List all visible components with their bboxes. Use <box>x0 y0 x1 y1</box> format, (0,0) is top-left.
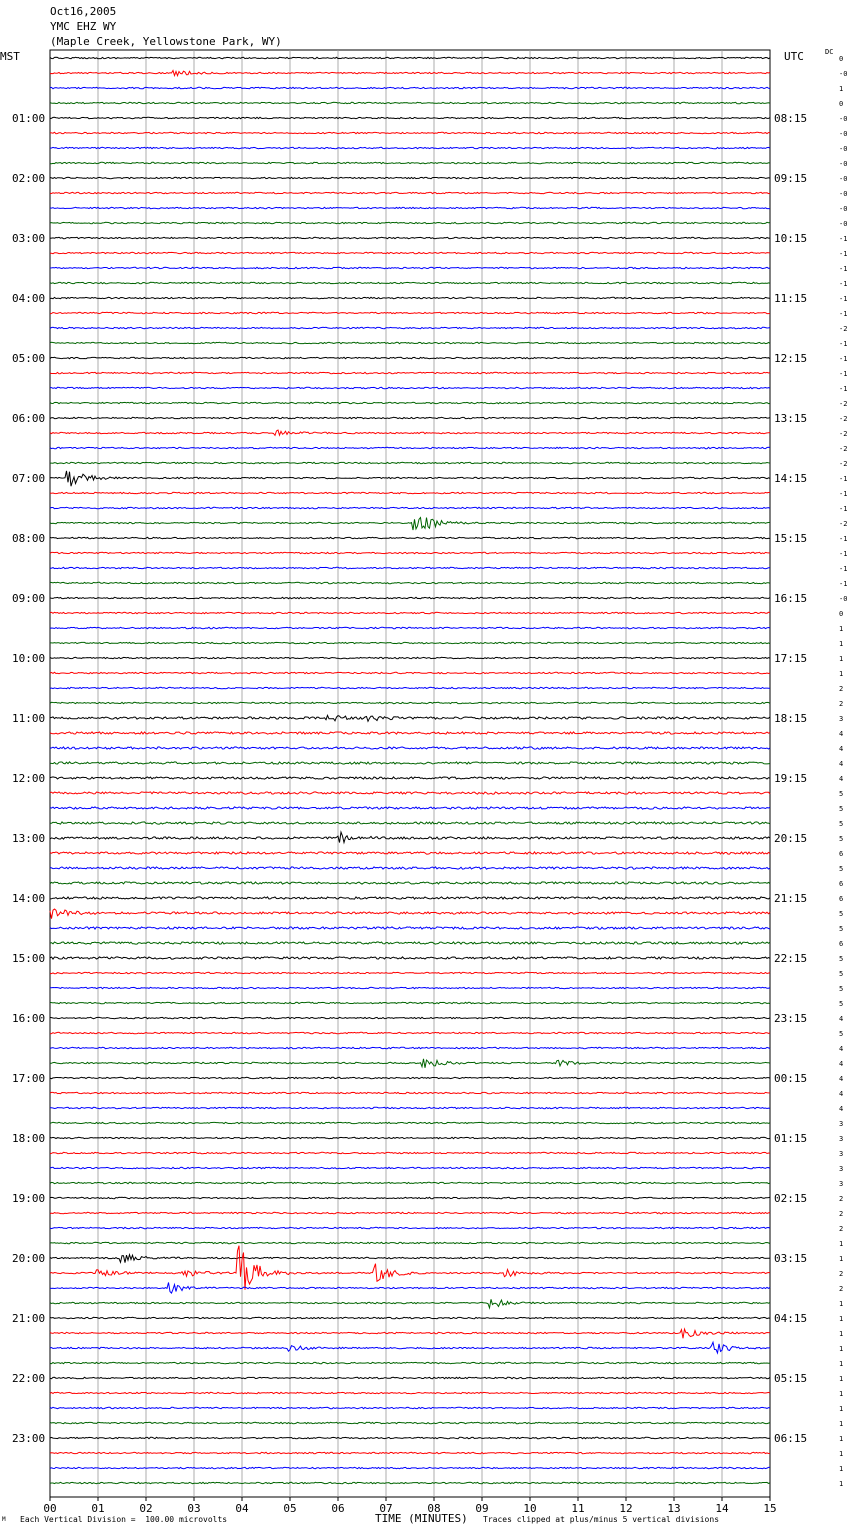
utc-hour-label: 16:15 <box>774 592 808 605</box>
dc-offset-label: 1 <box>839 1330 844 1338</box>
x-tick-label: 01 <box>91 1502 105 1515</box>
trace-line <box>50 1246 770 1290</box>
dc-offset-label: -0 <box>839 160 848 168</box>
trace-line <box>50 312 770 313</box>
utc-hour-label: 11:15 <box>774 292 808 305</box>
dc-offset-label: 5 <box>839 865 844 873</box>
utc-hour-label: 13:15 <box>774 412 808 425</box>
dc-offset-label: 5 <box>839 1000 844 1008</box>
dc-offset-label: 3 <box>839 1120 844 1128</box>
trace-line <box>50 57 770 58</box>
dc-offset-label: 2 <box>839 1285 844 1293</box>
trace-line <box>50 1122 770 1123</box>
dc-offset-label: -1 <box>839 370 848 378</box>
trace-line <box>50 1047 770 1048</box>
dc-offset-label: 4 <box>839 1015 844 1023</box>
mst-hour-label: 20:00 <box>12 1252 46 1265</box>
dc-offset-label: -1 <box>839 565 848 573</box>
dc-offset-label: -2 <box>839 445 848 453</box>
dc-offset-label: 1 <box>839 1375 844 1383</box>
trace-line <box>50 582 770 583</box>
trace-line <box>50 1283 770 1294</box>
trace-line <box>50 1377 770 1378</box>
mst-hour-label: 19:00 <box>12 1192 46 1205</box>
dc-offset-label: 3 <box>839 1150 844 1158</box>
station-code: YMC EHZ WY <box>50 20 117 33</box>
dc-offset-label: -0 <box>839 115 848 123</box>
trace-line <box>50 747 770 749</box>
mst-hour-label: 09:00 <box>12 592 46 605</box>
x-tick-label: 12 <box>619 1502 633 1515</box>
dc-offset-label: -1 <box>839 385 848 393</box>
dc-offset-label: 0 <box>839 610 844 618</box>
trace-line <box>50 627 770 628</box>
x-tick-label: 09 <box>475 1502 489 1515</box>
trace-line <box>50 1437 770 1438</box>
utc-hour-label: 02:15 <box>774 1192 808 1205</box>
dc-offset-label: -0 <box>839 205 848 213</box>
trace-line <box>50 402 770 403</box>
trace-line <box>50 1392 770 1393</box>
trace-line <box>50 387 770 388</box>
utc-hour-label: 23:15 <box>774 1012 808 1025</box>
dc-offset-label: 5 <box>839 955 844 963</box>
mst-hour-label: 04:00 <box>12 292 46 305</box>
trace-line <box>50 597 770 598</box>
trace-line <box>50 702 770 703</box>
dc-offset-label: 3 <box>839 1165 844 1173</box>
trace-line <box>50 852 770 854</box>
dc-offset-label: 5 <box>839 970 844 978</box>
dc-offset-label: -0 <box>839 130 848 138</box>
trace-line <box>50 1152 770 1153</box>
trace-line <box>50 987 770 988</box>
trace-line <box>50 1329 770 1338</box>
dc-offset-label: -0 <box>839 70 848 78</box>
dc-offset-label: 5 <box>839 985 844 993</box>
trace-line <box>50 777 770 779</box>
dc-offset-label: 6 <box>839 880 844 888</box>
trace-line <box>50 567 770 568</box>
trace-line <box>50 192 770 193</box>
dc-offset-label: -2 <box>839 400 848 408</box>
dc-offset-label: -1 <box>839 550 848 558</box>
trace-line <box>50 1299 770 1308</box>
trace-line <box>50 132 770 133</box>
mst-hour-label: 13:00 <box>12 832 46 845</box>
dc-offset-label: 4 <box>839 1105 844 1113</box>
trace-line <box>50 252 770 253</box>
dc-offset-label: 1 <box>839 1360 844 1368</box>
trace-line <box>50 102 770 103</box>
dc-offset-label: 2 <box>839 685 844 693</box>
trace-line <box>50 715 770 721</box>
utc-hour-label: 20:15 <box>774 832 808 845</box>
dc-offset-label: 4 <box>839 1090 844 1098</box>
x-tick-label: 15 <box>763 1502 777 1515</box>
dc-offset-label: 6 <box>839 940 844 948</box>
dc-offset-label: 6 <box>839 895 844 903</box>
dc-offset-label: -1 <box>839 250 848 258</box>
utc-hour-label: 08:15 <box>774 112 808 125</box>
utc-hour-label: 21:15 <box>774 892 808 905</box>
dc-offset-label: -1 <box>839 490 848 498</box>
mst-hour-label: 03:00 <box>12 232 46 245</box>
trace-line <box>50 87 770 88</box>
mst-hour-label: 08:00 <box>12 532 46 545</box>
trace-line <box>50 282 770 283</box>
trace-line <box>50 612 770 613</box>
mst-hour-label: 18:00 <box>12 1132 46 1145</box>
mst-hour-label: 14:00 <box>12 892 46 905</box>
trace-line <box>50 1242 770 1243</box>
dc-offset-label: 1 <box>839 640 844 648</box>
trace-line <box>50 1422 770 1423</box>
trace-line <box>50 207 770 208</box>
trace-line <box>50 372 770 373</box>
dc-offset-label: 5 <box>839 835 844 843</box>
dc-offset-label: 1 <box>839 670 844 678</box>
dc-offset-label: 1 <box>839 1240 844 1248</box>
dc-offset-label: 1 <box>839 1465 844 1473</box>
trace-line <box>50 162 770 163</box>
trace-line <box>50 822 770 824</box>
dc-offset-label: -0 <box>839 190 848 198</box>
dc-offset-label: 4 <box>839 760 844 768</box>
dc-offset-label: 1 <box>839 1480 844 1488</box>
x-axis-title: TIME (MINUTES) <box>375 1512 468 1525</box>
trace-group <box>50 57 770 1483</box>
trace-line <box>50 71 770 76</box>
mst-hour-label: 01:00 <box>12 112 46 125</box>
dc-offset-label: -2 <box>839 415 848 423</box>
dc-offset-label: 5 <box>839 1030 844 1038</box>
dc-offset-label: 1 <box>839 1255 844 1263</box>
trace-line <box>50 537 770 538</box>
mst-hour-label: 15:00 <box>12 952 46 965</box>
dc-offset-label: 1 <box>839 1435 844 1443</box>
mst-hour-label: 17:00 <box>12 1072 46 1085</box>
x-tick-label: 03 <box>187 1502 201 1515</box>
mst-hour-label: 05:00 <box>12 352 46 365</box>
mst-hour-label: 12:00 <box>12 772 46 785</box>
trace-line <box>50 1077 770 1078</box>
dc-offset-label: 5 <box>839 820 844 828</box>
x-tick-label: 04 <box>235 1502 249 1515</box>
clip-note: Traces clipped at plus/minus 5 vertical divisions <box>483 1515 720 1524</box>
trace-line <box>50 832 770 842</box>
trace-line <box>50 327 770 328</box>
trace-line <box>50 1362 770 1363</box>
trace-line <box>50 1137 770 1138</box>
utc-hour-label: 00:15 <box>774 1072 808 1085</box>
dc-offset-label: 2 <box>839 1195 844 1203</box>
utc-hour-label: 03:15 <box>774 1252 808 1265</box>
trace-line <box>50 357 770 358</box>
mst-hour-label: 10:00 <box>12 652 46 665</box>
trace-line <box>50 807 770 809</box>
trace-line <box>50 1255 770 1263</box>
dc-offset-label: 1 <box>839 1390 844 1398</box>
division-note: Each Vertical Division = 100.00 microvolts <box>20 1515 228 1524</box>
utc-hour-label: 19:15 <box>774 772 808 785</box>
utc-hour-label: 01:15 <box>774 1132 808 1145</box>
dc-offset-label: 3 <box>839 1180 844 1188</box>
dc-offset-label: -1 <box>839 475 848 483</box>
dc-offset-label: 1 <box>839 1420 844 1428</box>
utc-hour-label: 10:15 <box>774 232 808 245</box>
dc-offset-label: 3 <box>839 715 844 723</box>
trace-line <box>50 909 770 919</box>
trace-line <box>50 672 770 673</box>
dc-offset-label: -0 <box>839 175 848 183</box>
trace-line <box>50 897 770 899</box>
dc-offset-label: 2 <box>839 1210 844 1218</box>
trace-line <box>50 177 770 178</box>
x-tick-label: 00 <box>43 1502 57 1515</box>
utc-hour-label: 12:15 <box>774 352 808 365</box>
dc-offset-label: 2 <box>839 1225 844 1233</box>
dc-offset-label: 1 <box>839 85 844 93</box>
dc-offset-label: -1 <box>839 295 848 303</box>
dc-offset-label: 1 <box>839 1405 844 1413</box>
record-date: Oct16,2005 <box>50 5 117 18</box>
trace-line <box>50 1167 770 1168</box>
dc-offset-label: 1 <box>839 1315 844 1323</box>
trace-line <box>50 1059 770 1068</box>
dc-offset-label: -2 <box>839 460 848 468</box>
trace-line <box>50 882 770 884</box>
trace-line <box>50 471 770 486</box>
minute-grid <box>50 50 770 1497</box>
x-tick-label: 10 <box>523 1502 537 1515</box>
mst-hour-label: 06:00 <box>12 412 46 425</box>
trace-line <box>50 1227 770 1228</box>
dc-offset-label: 2 <box>839 700 844 708</box>
x-tick-label: 14 <box>715 1502 729 1515</box>
trace-line <box>50 762 770 764</box>
dc-offset-label: 1 <box>839 1300 844 1308</box>
trace-line <box>50 147 770 148</box>
trace-line <box>50 430 770 435</box>
dc-offset-label: 1 <box>839 1450 844 1458</box>
trace-line <box>50 518 770 531</box>
trace-line <box>50 1092 770 1093</box>
trace-line <box>50 972 770 973</box>
dc-offset-label: 1 <box>839 655 844 663</box>
mst-hour-label: 16:00 <box>12 1012 46 1025</box>
trace-line <box>50 117 770 118</box>
dc-offset-label: -2 <box>839 520 848 528</box>
trace-line <box>50 792 770 794</box>
trace-line <box>50 1107 770 1108</box>
trace-line <box>50 1197 770 1198</box>
x-tick-label: 05 <box>283 1502 297 1515</box>
trace-line <box>50 297 770 298</box>
utc-hour-label: 17:15 <box>774 652 808 665</box>
dc-offset-label: 0 <box>839 55 844 63</box>
dc-offset-label: 4 <box>839 1075 844 1083</box>
utc-hour-label: 05:15 <box>774 1372 808 1385</box>
mst-hour-label: 23:00 <box>12 1432 46 1445</box>
trace-line <box>50 732 770 734</box>
dc-offset-label: -0 <box>839 220 848 228</box>
trace-line <box>50 942 770 944</box>
trace-line <box>50 1482 770 1483</box>
utc-hour-label: 14:15 <box>774 472 808 485</box>
mst-hour-label: 11:00 <box>12 712 46 725</box>
utc-hour-label: 18:15 <box>774 712 808 725</box>
corner-mark: M <box>2 1516 6 1523</box>
mst-hour-label: 21:00 <box>12 1312 46 1325</box>
trace-line <box>50 1342 770 1353</box>
dc-offset-label: -1 <box>839 265 848 273</box>
dc-offset-label: 5 <box>839 790 844 798</box>
mst-axis-label: MST <box>0 50 20 63</box>
x-tick-label: 11 <box>571 1502 585 1515</box>
trace-line <box>50 957 770 959</box>
dc-offset-label: 6 <box>839 850 844 858</box>
x-tick-label: 02 <box>139 1502 153 1515</box>
dc-offset-label: 5 <box>839 925 844 933</box>
dc-offset-label: 5 <box>839 910 844 918</box>
trace-line <box>50 222 770 223</box>
x-tick-label: 13 <box>667 1502 681 1515</box>
dc-offset-label: -1 <box>839 235 848 243</box>
dc-offset-label: 4 <box>839 730 844 738</box>
dc-offset-label: -1 <box>839 310 848 318</box>
trace-line <box>50 447 770 448</box>
dc-offset-label: 3 <box>839 1135 844 1143</box>
dc-column-label: DC <box>825 48 834 56</box>
station-location: (Maple Creek, Yellowstone Park, WY) <box>50 35 282 48</box>
utc-hour-label: 04:15 <box>774 1312 808 1325</box>
dc-offset-label: 4 <box>839 745 844 753</box>
x-tick-label: 07 <box>379 1502 393 1515</box>
trace-line <box>50 642 770 643</box>
dc-offset-label: 1 <box>839 625 844 633</box>
trace-line <box>50 1317 770 1318</box>
mst-hour-label: 07:00 <box>12 472 46 485</box>
trace-line <box>50 1017 770 1018</box>
trace-line <box>50 1407 770 1408</box>
utc-hour-label: 06:15 <box>774 1432 808 1445</box>
trace-line <box>50 1032 770 1033</box>
dc-offset-label: 4 <box>839 1060 844 1068</box>
dc-offset-label: -1 <box>839 505 848 513</box>
trace-line <box>50 267 770 268</box>
dc-offset-label: 0 <box>839 100 844 108</box>
trace-line <box>50 867 770 869</box>
utc-hour-label: 22:15 <box>774 952 808 965</box>
dc-offset-label: 4 <box>839 1045 844 1053</box>
utc-axis-label: UTC <box>784 50 804 63</box>
utc-hour-label: 09:15 <box>774 172 808 185</box>
trace-line <box>50 1212 770 1213</box>
trace-line <box>50 492 770 493</box>
trace-line <box>50 1467 770 1468</box>
dc-offset-label: -0 <box>839 595 848 603</box>
dc-offset-label: -1 <box>839 280 848 288</box>
plot-frame <box>50 50 770 1497</box>
trace-line <box>50 237 770 238</box>
dc-offset-label: 5 <box>839 805 844 813</box>
mst-hour-label: 22:00 <box>12 1372 46 1385</box>
trace-line <box>50 927 770 929</box>
mst-hour-label: 02:00 <box>12 172 46 185</box>
dc-offset-label: 1 <box>839 1345 844 1353</box>
dc-offset-label: 2 <box>839 1270 844 1278</box>
dc-offset-label: -1 <box>839 340 848 348</box>
trace-line <box>50 462 770 463</box>
dc-offset-label: -0 <box>839 145 848 153</box>
dc-offset-label: -2 <box>839 325 848 333</box>
trace-line <box>50 417 770 418</box>
utc-hour-label: 15:15 <box>774 532 808 545</box>
trace-line <box>50 687 770 688</box>
dc-offset-label: 4 <box>839 775 844 783</box>
trace-line <box>50 1182 770 1183</box>
trace-line <box>50 657 770 658</box>
trace-line <box>50 1002 770 1003</box>
dc-offset-label: -1 <box>839 580 848 588</box>
trace-line <box>50 1452 770 1453</box>
trace-line <box>50 507 770 508</box>
x-tick-label: 06 <box>331 1502 345 1515</box>
x-tick-label: 08 <box>427 1502 441 1515</box>
dc-offset-label: -1 <box>839 355 848 363</box>
dc-offset-label: -1 <box>839 535 848 543</box>
dc-offset-label: -2 <box>839 430 848 438</box>
trace-line <box>50 342 770 343</box>
trace-line <box>50 552 770 553</box>
